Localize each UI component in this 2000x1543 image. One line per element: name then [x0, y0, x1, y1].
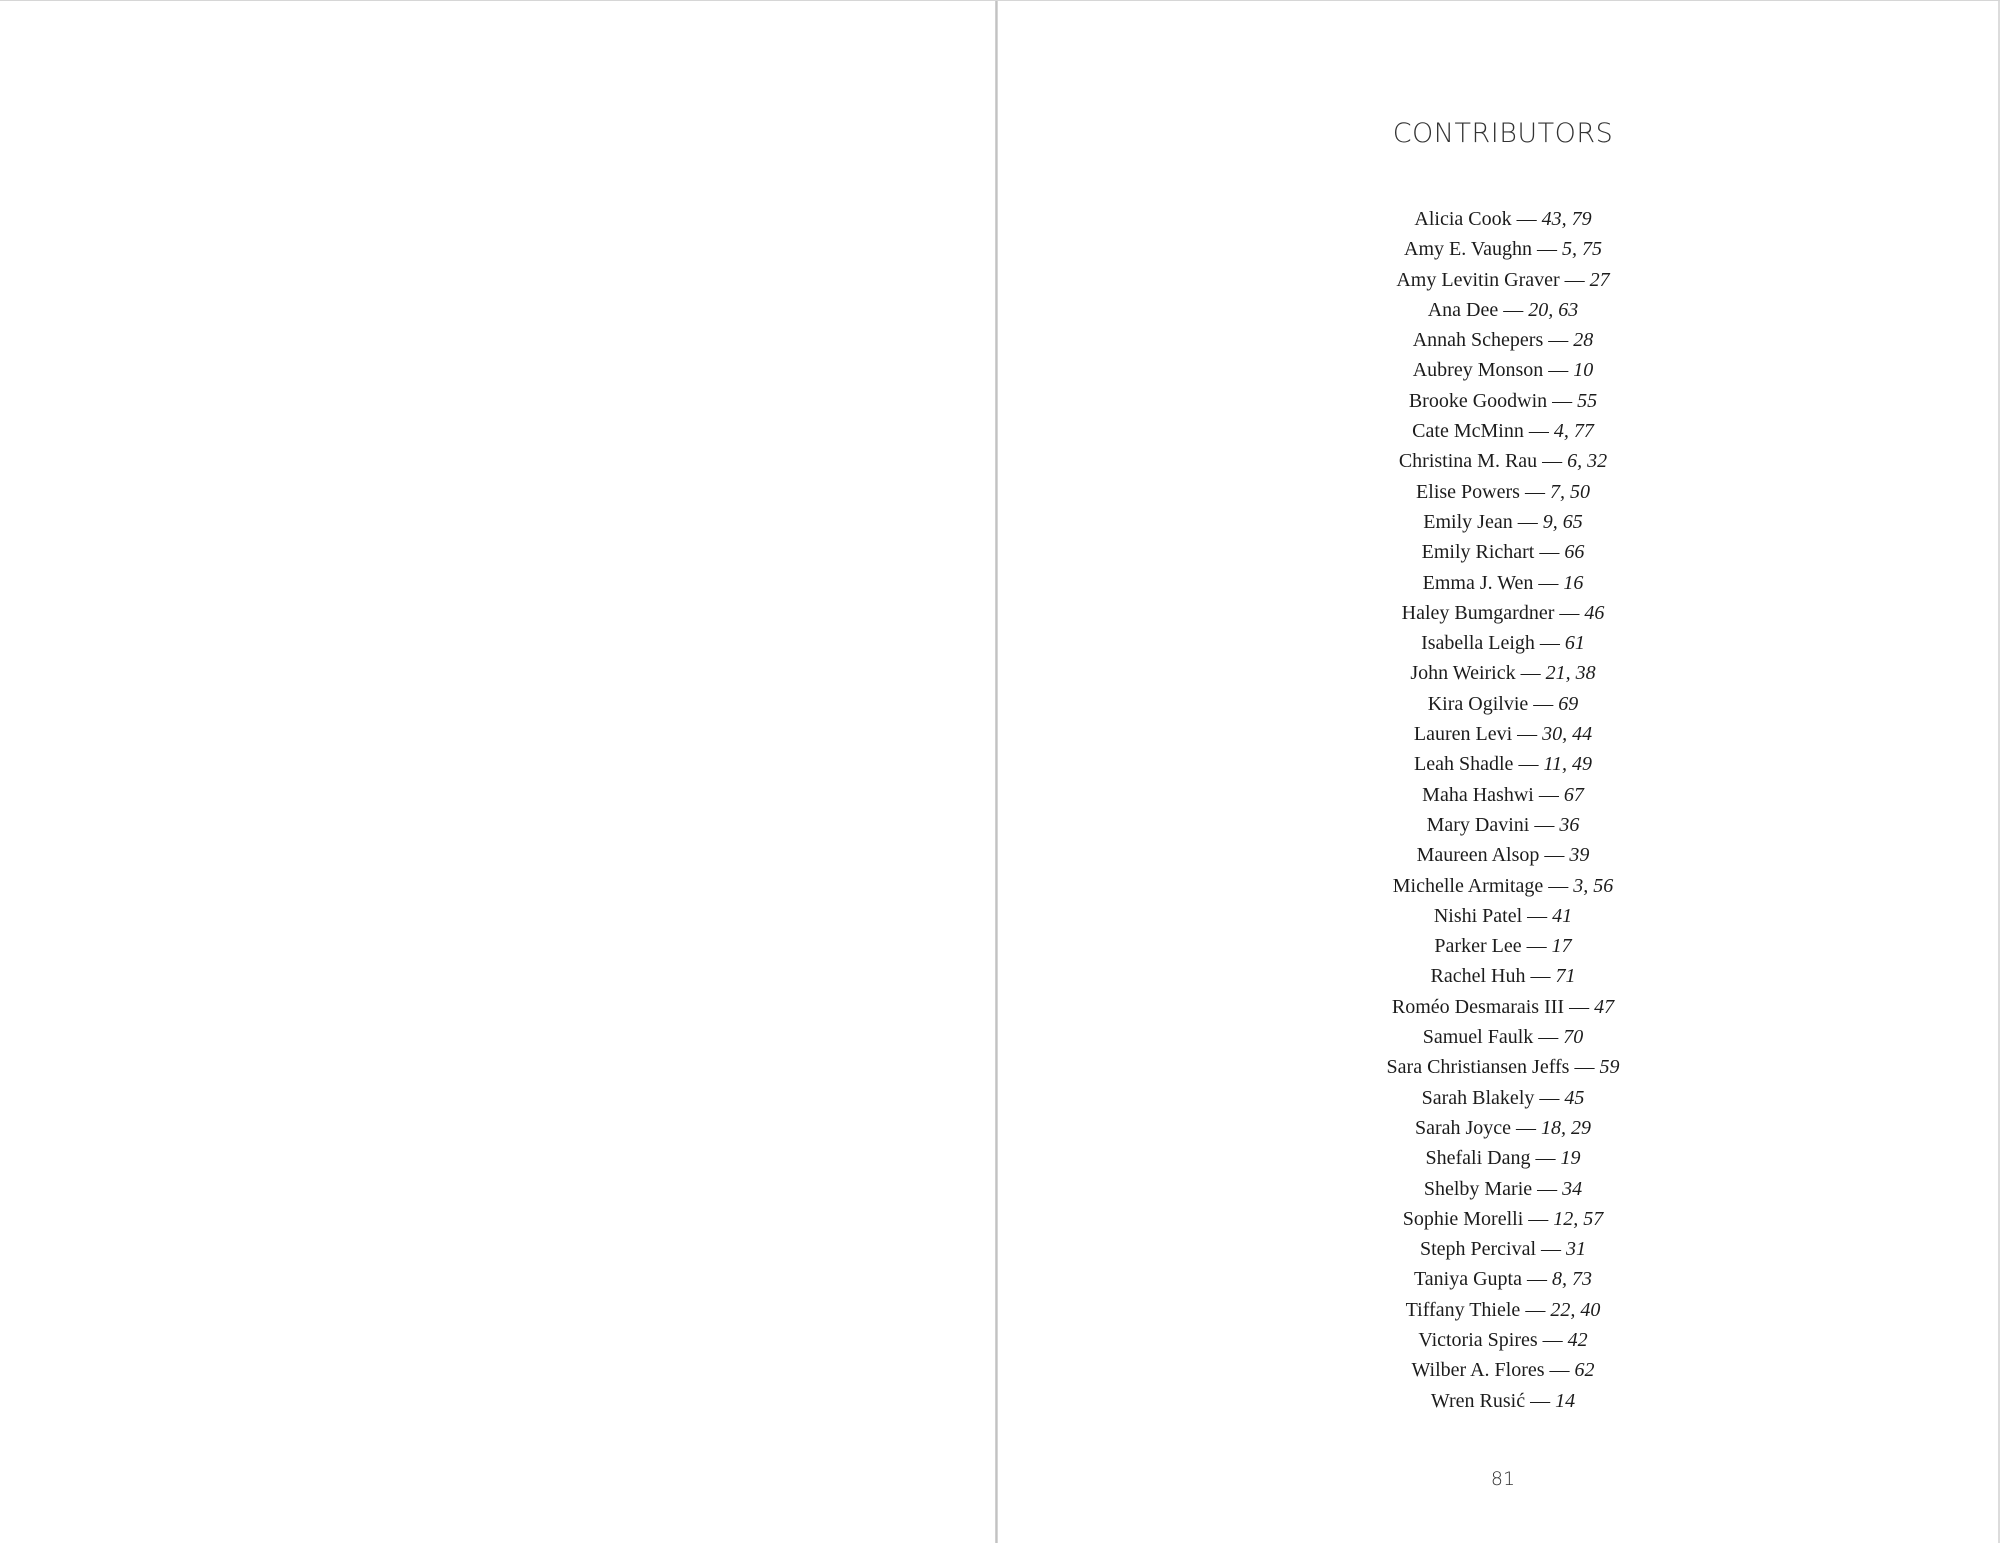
contributor-entry: Steph Percival — 31: [1419, 1238, 1587, 1261]
contributor-entry: Emma J. Wen — 16: [1422, 571, 1584, 594]
contributor-entry: Ana Dee — 20, 63: [1427, 298, 1579, 321]
contributor-entry: Samuel Faulk — 70: [1422, 1026, 1584, 1049]
contributor-name: Annah Schepers: [1412, 329, 1544, 352]
contributor-pages: 71: [1555, 965, 1576, 988]
contributor-entry: Maureen Alsop — 39: [1416, 844, 1590, 867]
contributor-name: Sophie Morelli: [1402, 1207, 1524, 1230]
contributor-name: Steph Percival: [1419, 1238, 1537, 1261]
contributor-name: Leah Shadle: [1414, 753, 1514, 776]
contributor-pages: 34: [1562, 1177, 1583, 1200]
contributor-pages: 17: [1551, 935, 1572, 958]
contributor-pages: 12, 57: [1553, 1207, 1604, 1230]
contributor-name: Cate McMinn: [1412, 420, 1524, 443]
contributor-name: John Weirick: [1410, 662, 1516, 685]
contributor-entry: Sophie Morelli — 12, 57: [1402, 1207, 1604, 1230]
page-number: 81: [1490, 1468, 1516, 1490]
contributor-pages: 27: [1589, 268, 1610, 291]
contributor-pages: 30, 44: [1542, 723, 1593, 746]
contributor-entry: Emily Jean — 9, 65: [1423, 510, 1583, 533]
contributor-name: Christina M. Rau: [1398, 450, 1538, 473]
contributor-entry: Lauren Levi — 30, 44: [1413, 723, 1593, 746]
contributor-name: Wren Rusić: [1430, 1389, 1526, 1412]
contributor-entry: Parker Lee — 17: [1434, 935, 1572, 958]
contributor-pages: 28: [1573, 329, 1594, 352]
contributor-pages: 10: [1573, 359, 1594, 382]
contributor-name: Amy E. Vaughn: [1404, 238, 1532, 261]
contributor-pages: 70: [1563, 1026, 1584, 1049]
contributor-pages: 46: [1584, 601, 1605, 624]
contributor-pages: 69: [1558, 692, 1579, 715]
contributor-entry: Brooke Goodwin — 55: [1408, 389, 1598, 412]
contributor-pages: 14: [1555, 1389, 1576, 1412]
contributor-pages: 19: [1560, 1147, 1581, 1170]
contributor-name: Emily Jean: [1423, 510, 1513, 533]
contributor-entry: Kira Ogilvie — 69: [1427, 692, 1579, 715]
contributor-name: Ana Dee: [1427, 298, 1499, 321]
contributor-pages: 18, 29: [1541, 1116, 1592, 1139]
contributor-pages: 7, 50: [1549, 480, 1590, 503]
contributor-name: Aubrey Monson: [1412, 359, 1544, 382]
contributor-name: Sarah Joyce: [1414, 1116, 1512, 1139]
contributor-entry: Shefali Dang — 19: [1425, 1147, 1581, 1170]
contributor-pages: 5, 75: [1561, 238, 1602, 261]
contributor-name: Isabella Leigh: [1421, 632, 1535, 655]
contributor-entry: Roméo Desmarais III — 47: [1391, 995, 1615, 1018]
contributors-list: [998, 204, 2000, 1416]
contributor-name: Emily Richart: [1421, 541, 1535, 564]
contributor-name: Taniya Gupta: [1413, 1268, 1522, 1291]
contributor-entry: Sara Christiansen Jeffs — 59: [1386, 1056, 1620, 1079]
contributor-name: Kira Ogilvie: [1427, 692, 1529, 715]
contributor-entry: John Weirick — 21, 38: [1410, 662, 1596, 685]
contributor-entry: Haley Bumgardner — 46: [1401, 601, 1605, 624]
contributor-pages: 59: [1599, 1056, 1620, 1079]
contributor-entry: Alicia Cook — 43, 79: [1414, 208, 1592, 230]
contributor-pages: 9, 65: [1542, 510, 1583, 533]
contributor-pages: 61: [1564, 632, 1585, 655]
contributor-pages: 16: [1563, 571, 1584, 594]
contributor-entry: Nishi Patel — 41: [1433, 904, 1573, 927]
contributor-entry: Amy Levitin Graver — 27: [1396, 268, 1610, 291]
contributor-name: Alicia Cook: [1414, 208, 1512, 230]
contributor-name: Michelle Armitage: [1392, 874, 1544, 897]
contributor-pages: 20, 63: [1528, 298, 1579, 321]
contributor-entry: Michelle Armitage — 3, 56: [1392, 874, 1614, 897]
contributor-name: Maha Hashwi: [1422, 783, 1534, 806]
contributor-pages: 45: [1564, 1086, 1585, 1109]
contributor-pages: 62: [1574, 1359, 1595, 1382]
contributor-pages: 4, 77: [1553, 420, 1594, 443]
right-page: [998, 1, 2000, 1543]
contributor-name: Victoria Spires: [1418, 1328, 1538, 1351]
contributor-entry: Leah Shadle — 11, 49: [1414, 753, 1592, 776]
contributor-entry: Sarah Blakely — 45: [1421, 1086, 1585, 1109]
contributor-name: Samuel Faulk: [1422, 1026, 1534, 1049]
contributor-name: Lauren Levi: [1413, 723, 1513, 746]
contributor-pages: 36: [1559, 813, 1580, 836]
contributor-entry: Emily Richart — 66: [1421, 541, 1585, 564]
contributor-name: Roméo Desmarais III: [1391, 995, 1565, 1018]
contributor-name: Nishi Patel: [1433, 904, 1523, 927]
contributor-name: Shefali Dang: [1425, 1147, 1531, 1170]
contributor-entry: Amy E. Vaughn — 5, 75: [1404, 238, 1602, 261]
contributor-entry: Sarah Joyce — 18, 29: [1414, 1116, 1592, 1139]
contributor-name: Emma J. Wen: [1422, 571, 1534, 594]
contributor-name: Elise Powers: [1416, 480, 1520, 503]
contributor-pages: 11, 49: [1543, 753, 1592, 776]
contributor-pages: 21, 38: [1545, 662, 1596, 685]
contributor-pages: 42: [1567, 1328, 1588, 1351]
contributor-name: Haley Bumgardner: [1401, 601, 1555, 624]
contributor-name: Rachel Huh: [1430, 965, 1526, 988]
contributor-entry: Victoria Spires — 42: [1418, 1328, 1588, 1351]
contributor-name: Sara Christiansen Jeffs: [1386, 1056, 1570, 1079]
contributor-pages: 66: [1564, 541, 1585, 564]
contributor-entry: Rachel Huh — 71: [1430, 965, 1576, 988]
contributor-name: Tiffany Thiele: [1405, 1298, 1521, 1321]
contributor-pages: 3, 56: [1573, 874, 1614, 897]
contributor-name: Shelby Marie: [1423, 1177, 1533, 1200]
left-page: [0, 1, 995, 1543]
contributor-entry: Maha Hashwi — 67: [1422, 783, 1584, 806]
contributor-name: Sarah Blakely: [1421, 1086, 1535, 1109]
page-title: CONTRIBUTORS: [1392, 118, 1614, 149]
contributor-entry: Shelby Marie — 34: [1423, 1177, 1583, 1200]
contributor-entry: Annah Schepers — 28: [1412, 329, 1594, 352]
contributor-name: Brooke Goodwin: [1408, 389, 1548, 412]
contributor-entry: Christina M. Rau — 6, 32: [1398, 450, 1608, 473]
contributor-entry: Elise Powers — 7, 50: [1416, 480, 1590, 503]
contributor-entry: Taniya Gupta — 8, 73: [1413, 1268, 1592, 1291]
contributor-pages: 6, 32: [1567, 450, 1608, 473]
contributor-entry: Wren Rusić — 14: [1430, 1389, 1576, 1412]
contributor-pages: 67: [1563, 783, 1584, 806]
contributor-entry: Tiffany Thiele — 22, 40: [1405, 1298, 1601, 1321]
contributor-pages: 31: [1566, 1238, 1587, 1261]
contributor-pages: 55: [1577, 389, 1598, 412]
contributor-pages: 43, 79: [1541, 208, 1592, 230]
contributor-pages: 22, 40: [1550, 1298, 1601, 1321]
contributor-pages: 8, 73: [1552, 1268, 1592, 1291]
contributor-entry: Cate McMinn — 4, 77: [1412, 420, 1594, 443]
contributor-entry: Wilber A. Flores — 62: [1411, 1359, 1595, 1382]
contributor-entry: Isabella Leigh — 61: [1421, 632, 1585, 655]
contributor-pages: 41: [1552, 904, 1573, 927]
contributor-pages: 47: [1594, 995, 1615, 1018]
contributor-pages: 39: [1569, 844, 1590, 867]
contributor-name: Maureen Alsop: [1416, 844, 1540, 867]
contributor-entry: Mary Davini — 36: [1426, 813, 1580, 836]
contributor-entry: Aubrey Monson — 10: [1412, 359, 1594, 382]
contributor-name: Wilber A. Flores: [1411, 1359, 1545, 1382]
contributor-name: Parker Lee: [1434, 935, 1522, 958]
contributor-name: Mary Davini: [1426, 813, 1530, 836]
contributor-name: Amy Levitin Graver: [1396, 268, 1560, 291]
